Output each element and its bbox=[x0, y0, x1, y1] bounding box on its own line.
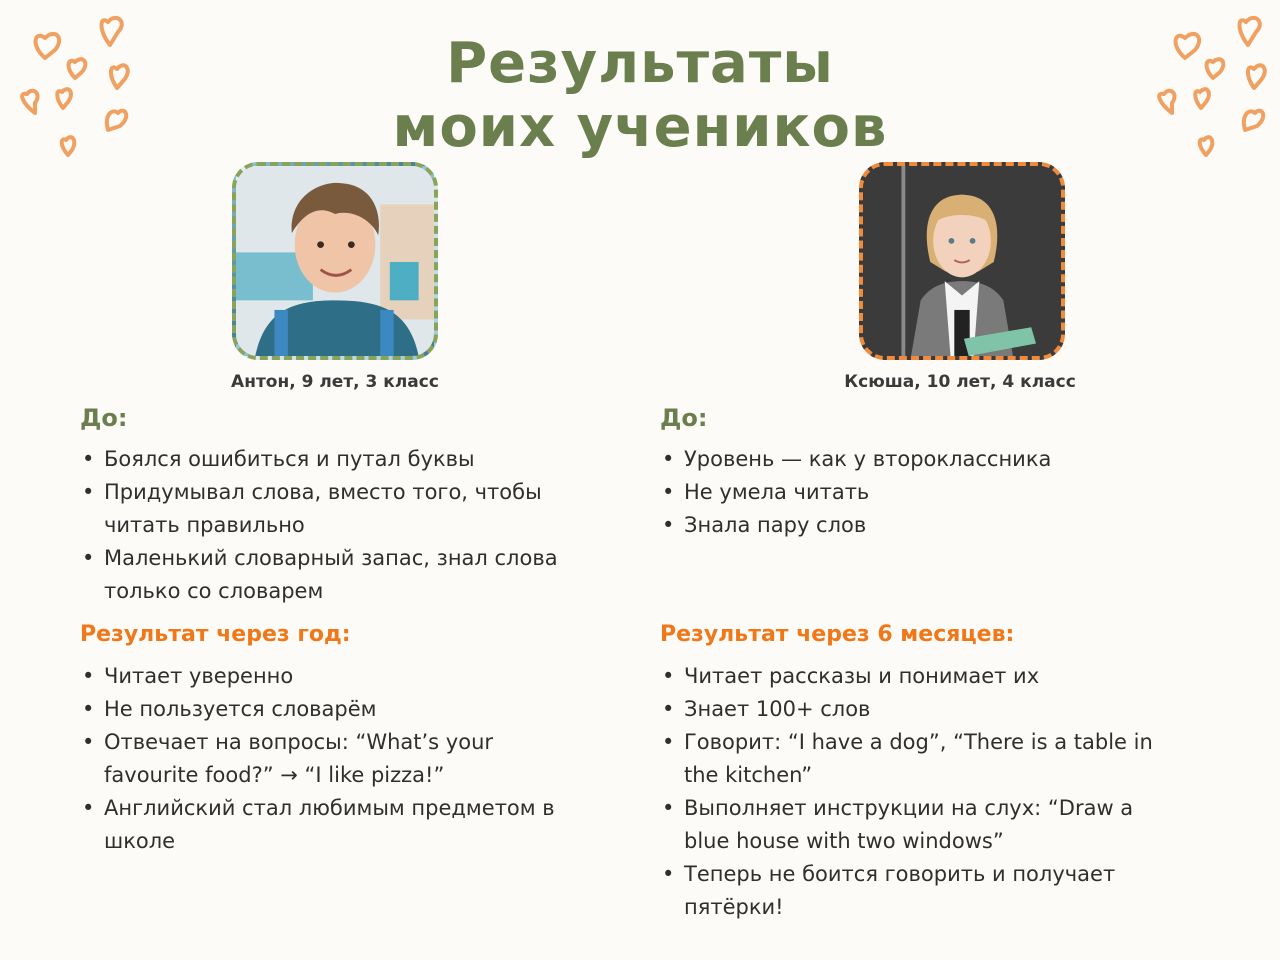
ksyusha-result-list bbox=[660, 660, 1200, 924]
list-item: • Не умела читать bbox=[660, 476, 1200, 509]
list-item: • Придумывал слова, вместо того, чтобы читать правильно bbox=[80, 476, 590, 542]
list-item: • Английский стал любимым предметом в школе bbox=[80, 792, 580, 858]
list-item: • Читает уверенно bbox=[80, 660, 620, 693]
student-caption-ksyusha: Ксюша, 10 лет, 4 класс bbox=[844, 372, 1076, 392]
list-item: • Теперь не боится говорить и получает пятёрки! bbox=[660, 858, 1160, 924]
anton-result-section bbox=[80, 620, 620, 858]
page-title bbox=[0, 32, 1280, 160]
ksyusha-result-section bbox=[660, 620, 1200, 924]
page-title-line-2: моих учеников bbox=[392, 95, 888, 160]
ksyusha-before-section bbox=[660, 403, 1200, 542]
anton-before-heading: До: bbox=[80, 404, 128, 432]
student-photo-anton bbox=[232, 162, 438, 360]
anton-before-list bbox=[80, 443, 620, 608]
list-item: • Боялся ошибиться и путал буквы bbox=[80, 443, 620, 476]
anton-result-list bbox=[80, 660, 620, 858]
student-photo-ksyusha bbox=[859, 162, 1065, 360]
ksyusha-before-list bbox=[660, 443, 1200, 542]
list-item: • Отвечает на вопросы: “What’s your favourite food?” → “I like pizza!” bbox=[80, 726, 540, 792]
page-title-line-1: Результаты bbox=[446, 31, 834, 96]
anton-result-heading: Результат через год: bbox=[80, 622, 351, 647]
anton-before-section bbox=[80, 403, 620, 608]
ksyusha-result-heading: Результат через 6 месяцев: bbox=[660, 622, 1015, 647]
list-item: • Не пользуется словарём bbox=[80, 693, 620, 726]
list-item: • Знает 100+ слов bbox=[660, 693, 1200, 726]
student-caption-anton: Антон, 9 лет, 3 класс bbox=[231, 372, 439, 392]
list-item: • Маленький словарный запас, знал слова только со словарем bbox=[80, 542, 610, 608]
list-item: • Читает рассказы и понимает их bbox=[660, 660, 1200, 693]
list-item: • Уровень — как у второклассника bbox=[660, 443, 1200, 476]
ksyusha-before-heading: До: bbox=[660, 404, 708, 432]
list-item: • Говорит: “I have a dog”, “There is a table in the kitchen” bbox=[660, 726, 1180, 792]
list-item: • Знала пару слов bbox=[660, 509, 1200, 542]
list-item: • Выполняет инструкции на слух: “Draw a blue house with two windows” bbox=[660, 792, 1170, 858]
